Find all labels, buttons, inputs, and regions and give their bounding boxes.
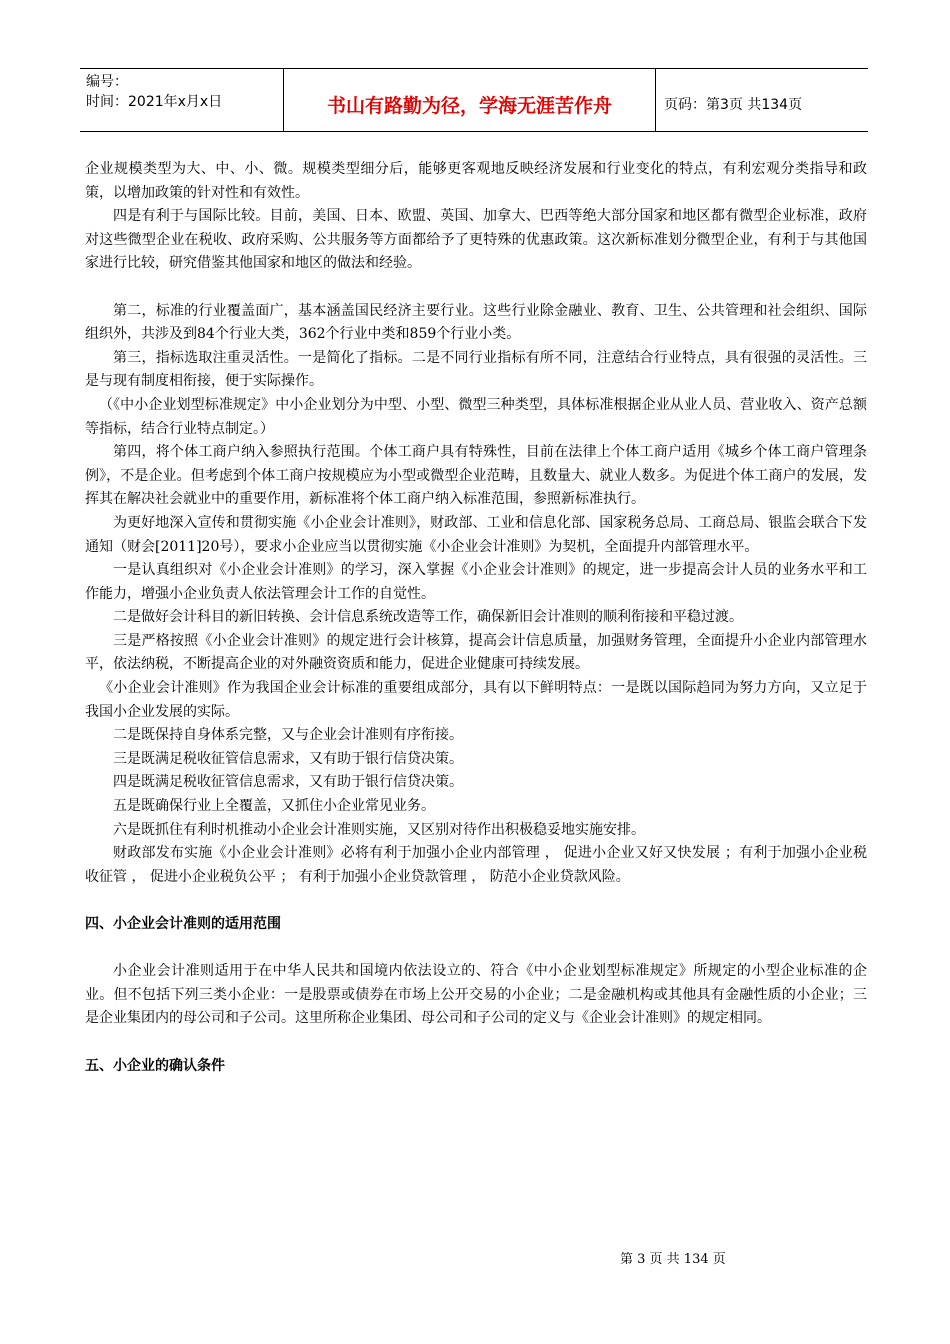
paragraph: 二是既保持自身体系完整，又与企业会计准则有序衔接。 (113, 727, 463, 744)
page-footer: 第 3 页 共 134 页 (620, 1252, 726, 1267)
section-heading-4: 四、小企业会计准则的适用范围 (85, 916, 281, 932)
section-heading-5: 五、小企业的确认条件 (85, 1057, 225, 1074)
paragraph: 五是既确保行业上全覆盖，又抓住小企业常见业务。 (113, 798, 435, 815)
paragraph: （《中小企业划型标准规定》中小企业划分为中型、小型、微型三种类型，具体标准根据企业从业人员、营业收入、资产总额等指标，结合行业特点制定。） (85, 396, 867, 437)
paragraph: 二是做好会计科目的新旧转换、会计信息系统改造等工作，确保新旧会计准则的顺利衔接和平稳过渡。 (113, 609, 743, 626)
header-motto: 书山有路勤为径，学海无涯苦作舟 (284, 69, 656, 131)
paragraph: 《小企业会计准则》作为我国企业会计标准的重要组成部分，具有以下鲜明特点：一是既以国际趋同为努力方向，又立足于我国小企业发展的实际。 (85, 680, 867, 720)
spacer (85, 889, 867, 913)
paragraph: 三是既满足税收征管信息需求，又有助于银行信贷决策。 (113, 750, 463, 767)
spacer (85, 276, 867, 300)
paragraph: 一是认真组织对《小企业会计准则》的学习，深入掌握《小企业会计准则》的规定，进一步提高会计人员的业务水平和工作能力，增强小企业负责人依法管理会计工作的自觉性。 (85, 562, 867, 602)
header-date: 时间：2021年x月x日 (86, 94, 223, 110)
paragraph: 四是既满足税收征管信息需求，又有助于银行信贷决策。 (113, 774, 463, 791)
document-body (85, 158, 867, 1078)
paragraph: 第四，将个体工商户纳入参照执行范围。个体工商户具有特殊性，目前在法律上个体工商户适用《城乡个体工商户管理条例》，不是企业。但考虑到个体工商户按规模应为小型或微型企业范畴，且数量大、就业人数多。为促进个体工商户的发展，发挥其在解决社会就业中的重要作用，新标准将个体工商户纳入标准范围，参照新标准执行。 (85, 444, 867, 508)
section-4-body: 小企业会计准则适用于在中华人民共和国境内依法设立的、符合《中小企业划型标准规定》所规定的小型企业标准的企业。但不包括下列三类小企业：一是股票或债券在市场上公开交易的小企业；二是金融机构或其他具有金融性质的小企业；三是企业集团内的母公司和子公司。这里所称企业集团、母公司和子公司的定义与《企业会计准则》的规定相同。 (85, 963, 867, 1027)
paragraph: 三是严格按照《小企业会计准则》的规定进行会计核算，提高会计信息质量，加强财务管理，全面提升小企业内部管理水平，依法纳税，不断提高企业的对外融资资质和能力，促进企业健康可持续发展。 (85, 632, 867, 673)
paragraph: 企业规模类型为大、中、小、微。规模类型细分后，能够更客观地反映经济发展和行业变化的特点，有利宏观分类指导和政策，以增加政策的针对性和有效性。 (85, 161, 867, 201)
header-meta (80, 69, 284, 131)
header-page-info: 页码：第3页 共134页 (664, 97, 803, 113)
header-number-label: 编号： (86, 74, 128, 90)
paragraph: 六是既抓住有利时机推动小企业会计准则实施，又区别对待作出积极稳妥地实施安排。 (113, 821, 645, 838)
paragraph: 第三，指标选取注重灵活性。一是简化了指标。二是不同行业指标有所不同，注意结合行业特点，具有很强的灵活性。三是与现有制度相衔接，便于实际操作。 (85, 349, 867, 390)
paragraph: 第二，标准的行业覆盖面广，基本涵盖国民经济主要行业。这些行业除金融业、教育、卫生、公共管理和社会组织、国际组织外，共涉及到84个行业大类，362个行业中类和859个行业小类。 (85, 302, 867, 343)
spacer (85, 1031, 867, 1055)
paragraph: 财政部发布实施《小企业会计准则》必将有利于加强小企业内部管理 ， 促进小企业又好又快发展 ；有利于加强小企业税收征管 ， 促进小企业税负公平 ； 有利于加强小企业贷款管理 ， 防范小企业贷款风险。 (85, 845, 867, 885)
paragraph: 为更好地深入宣传和贯彻实施《小企业会计准则》，财政部、工业和信息化部、国家税务总局、工商总局、银监会联合下发通知（财会[2011]20号），要求小企业应当以贯彻实施《小企业会计准则》为契机，全面提升内部管理水平。 (85, 514, 867, 555)
paragraph: 四是有利于与国际比较。目前，美国、日本、欧盟、英国、加拿大、巴西等绝大部分国家和地区都有微型企业标准，政府对这些微型企业在税收、政府采购、公共服务等方面都给予了更特殊的优惠政策。这次新标准划分微型企业，有利于与其他国家进行比较，研究借鉴其他国家和地区的做法和经验。 (85, 208, 867, 272)
spacer (85, 937, 867, 961)
page-header (80, 68, 868, 132)
